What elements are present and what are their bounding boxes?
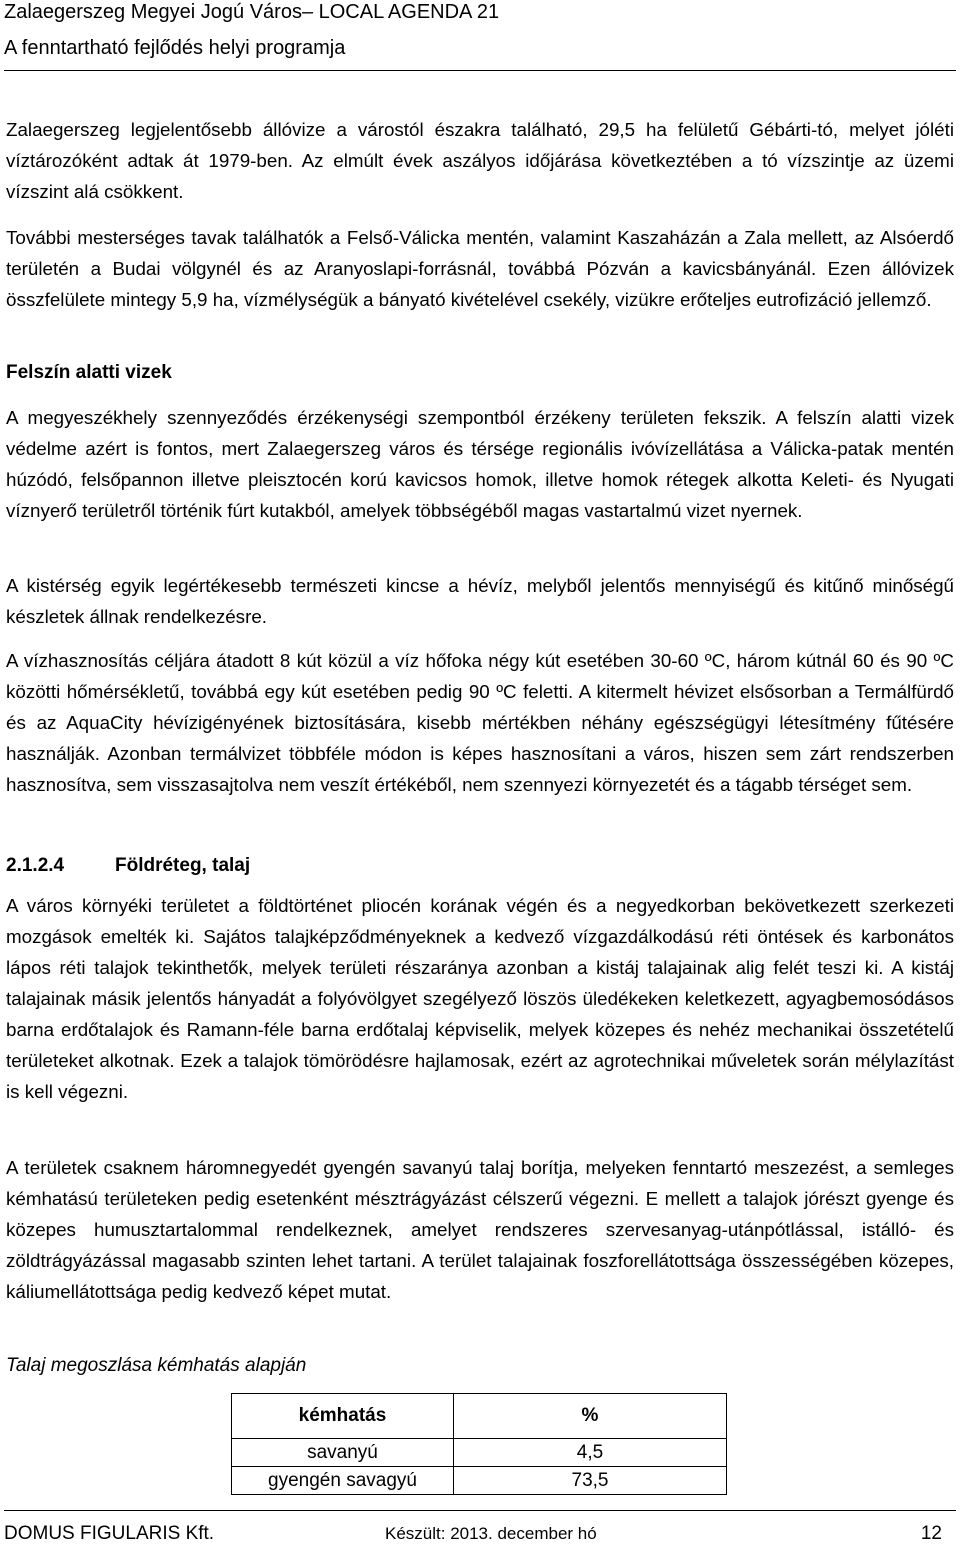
table-cell-ph: gyengén savagyú	[232, 1467, 454, 1495]
section-number: 2.1.2.4	[6, 855, 65, 876]
table-header-row	[232, 1394, 727, 1439]
footer-divider	[4, 1510, 956, 1511]
table-cell-percent: 73,5	[454, 1467, 727, 1495]
table-header-percent: %	[454, 1394, 727, 1439]
header-divider	[4, 70, 956, 71]
table-row	[232, 1467, 727, 1495]
section-heading-soil	[6, 852, 250, 880]
paragraph-wells: A vízhasznosítás céljára átadott 8 kút közül a víz hőfoka négy kút esetében 30-60 ºC, három kútnál 60 és 90 ºC közötti hőmérsékletű, továbbá egy kút esetében pedig 90 ºC feletti. A kitermelt hévizet elsősorban a Termálfürdő és az AquaCity hévízigényének biztosítására, kisebb mértékben néhány egészségügyi létesítmény fűtésére használják. Azonban termálvizet többféle módon is képes hasznosítani a város, hiszen sem zárt rendszerben hasznosítva, sem visszasajtolva nem veszít értékéből, nem szennyezi környezetét és a tágabb térséget sem.	[6, 650, 954, 795]
paragraph-gebarti-lake: Zalaegerszeg legjelentősebb állóvize a várostól északra található, 29,5 ha felületű Gébárti-tó, melyet jóléti víztározóként adtak át 1979-ben. Az elmúlt évek aszályos időjárása következtében a tó vízszintje az üzemi vízszint alá csökkent.	[6, 119, 954, 202]
footer-date: Készült: 2013. december hó	[385, 1524, 597, 1543]
table-row	[232, 1439, 727, 1467]
table-cell-percent: 4,5	[454, 1439, 727, 1467]
paragraph-soil-origin: A város környéki területet a földtörténet pliocén korának végén és a negyedkorban bekövetkezett szerkezeti mozgások emelték ki. Sajátos talajképződményeknek a kedvező vízgazdálkodású réti öntések és karbonátos lápos réti talajok tekinthetők, melyek területi részaránya azonban a kistáj talajainak alig felét teszi ki. A kistáj talajainak másik jelentős hányadát a folyóvölgyet szegélyező löszös üledékeken keletkezett, agyagbemosódásos barna erdőtalajok és Ramann-féle barna erdőtalaj képviselik, melyek közepes és nehéz mechanikai összetételű területeket alkotnak. Ezek a talajok tömörödésre hajlamosak, ezért az agrotechnikai műveletek során mélylazítást is kell végezni.	[6, 895, 954, 1102]
page-number: 12	[920, 1523, 942, 1544]
soil-ph-table	[231, 1393, 727, 1495]
paragraph-thermal-water: A kistérség egyik legértékesebb természeti kincse a hévíz, melyből jelentős mennyiségű és kitűnő minőségű készletek állnak rendelkezésre.	[6, 575, 954, 627]
heading-groundwater: Felszín alatti vizek	[6, 362, 172, 383]
table-caption: Talaj megoszlása kémhatás alapján	[6, 1355, 307, 1376]
header-subtitle: A fenntartható fejlődés helyi programja	[4, 37, 346, 59]
table-cell-ph: savanyú	[232, 1439, 454, 1467]
paragraph-artificial-lakes: További mesterséges tavak találhatók a Felső-Válicka mentén, valamint Kaszaházán a Zala mellett, az Alsóerdő területén a Budai völgynél és az Aranyoslapi-forrásnál, továbbá Pózván a kavicsbányánál. Ezen állóvizek összfelülete mintegy 5,9 ha, vízmélységük a bányató kivételével csekély, vizükre erőteljes eutrofizáció jellemző.	[6, 227, 954, 310]
paragraph-soil-acidity: A területek csaknem háromnegyedét gyengén savanyú talaj borítja, melyeken fenntartó meszezést, a semleges kémhatású területeken pedig esetenként mésztrágyázást célszerű végezni. E mellett a talajok jórészt gyenge és közepes humusztartalommal rendelkeznek, amelyet rendszeres szervesanyag-utánpótlással, istálló- és zöldtrágyázással magasabb szinten lehet tartani. A terület talajainak foszforellátottsága összességében közepes, káliumellátottsága pedig kedvező képet mutat.	[6, 1157, 954, 1302]
section-title: Földréteg, talaj	[115, 855, 251, 876]
header-title: Zalaegerszeg Megyei Jogú Város– LOCAL AGENDA 21	[4, 1, 500, 23]
paragraph-groundwater: A megyeszékhely szennyeződés érzékenységi szempontból érzékeny területen fekszik. A felszín alatti vizek védelme azért is fontos, mert Zalaegerszeg város és térsége regionális ivóvízellátása a Válicka-patak mentén húzódó, felsőpannon illetve pleisztocén korú kavicsos homok, illetve homok rétegek alkotta Keleti- és Nyugati víznyerő területről történik fúrt kutakból, amelyek többségéből magas vastartalmú vizet nyernek.	[6, 407, 954, 521]
footer-company: DOMUS FIGULARIS Kft.	[4, 1523, 215, 1544]
table-header-ph: kémhatás	[232, 1394, 454, 1439]
